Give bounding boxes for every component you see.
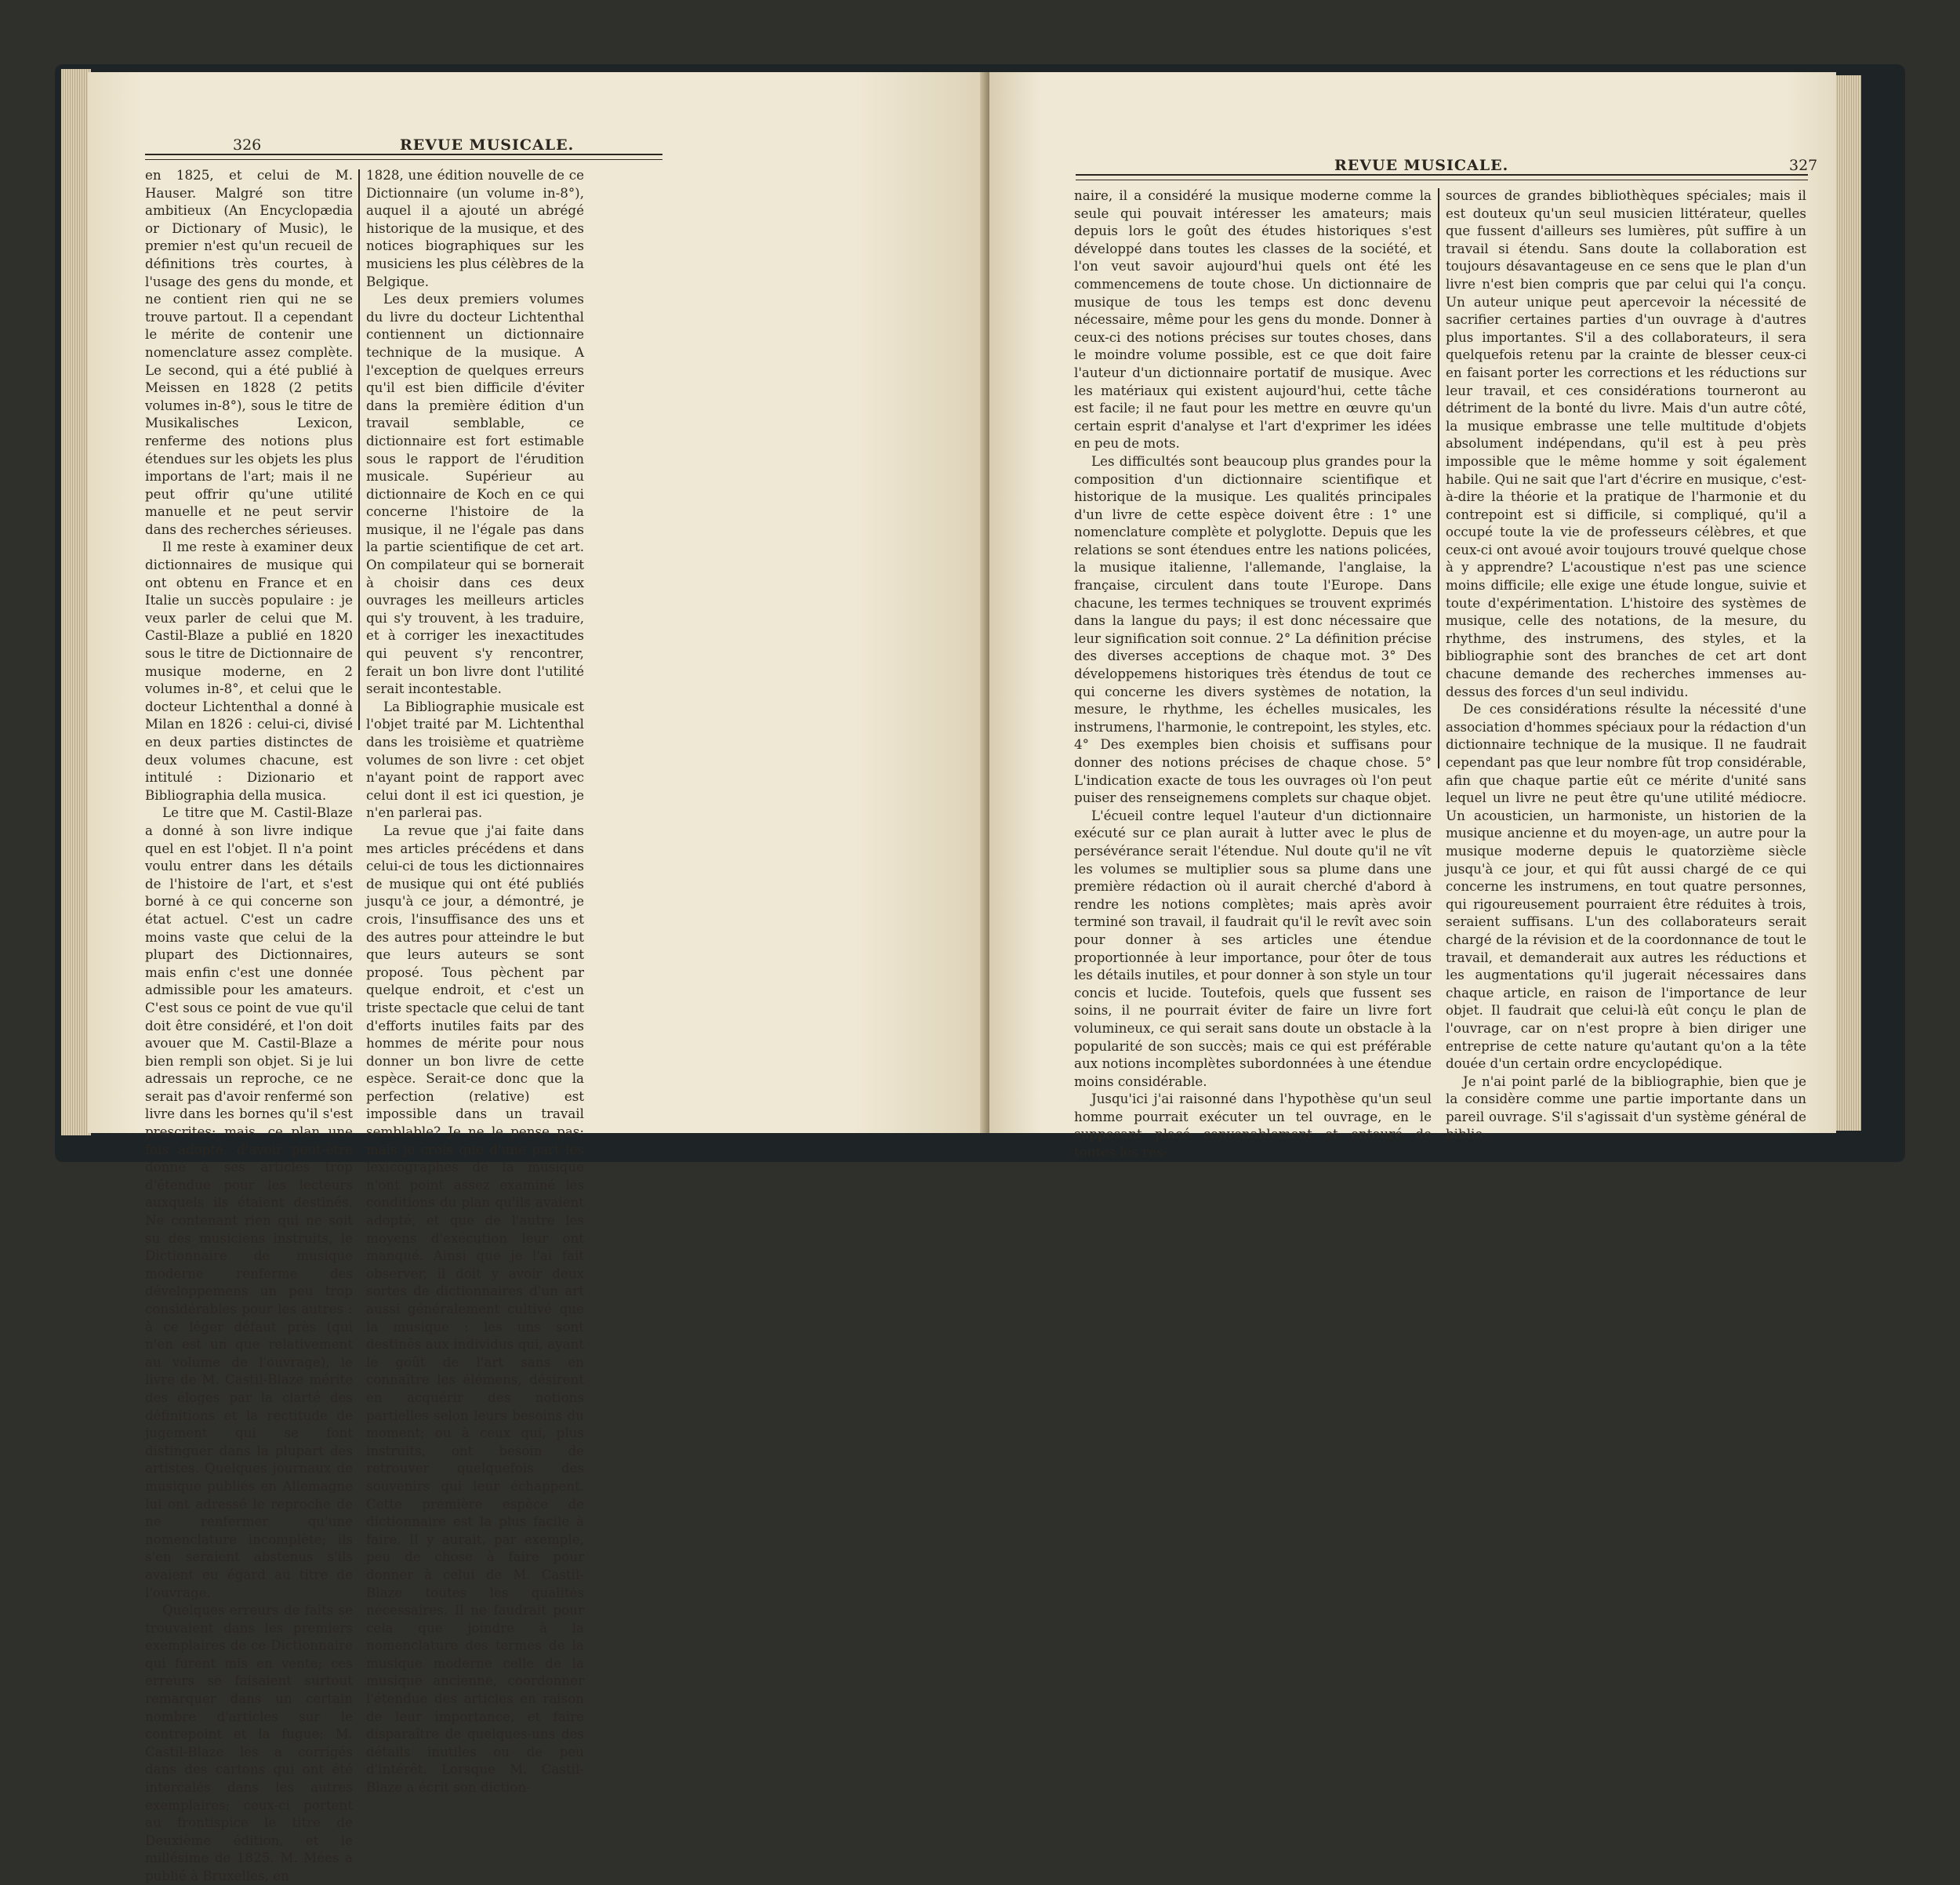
header-rule <box>1076 174 1808 180</box>
paragraph: Les deux premiers volumes du livre du docteur Lichtenthal contiennent un dictionnaire technique de la musique. A l'exception de quelques erreurs qu'il est bien difficile d'éviter dans la première édition d'un travail semblable, ce dictionnaire est fort estimable sous le rapport de l'érudition musicale. Supérieur au dictionnaire de Koch en ce qui concerne l'histoire de la musique, il ne l'égale pas dans la partie scientifique de cet art. On compilateur qui se bornerait à choisir dans ces deux ouvrages les meilleurs articles qui s'y trouvent, à les traduire, et à corriger les inexactitudes qui peuvent s'y rencontrer, ferait un bon livre dont l'utilité serait incontestable. <box>366 291 584 697</box>
paragraph: La Bibliographie musicale est l'objet traité par M. Lichtenthal dans les troisième et quatrième volumes de son livre : cet objet n'ayant point de rapport avec celui dont il est ici question, je n'en parlerai pas. <box>366 698 584 821</box>
header-rule <box>145 154 662 160</box>
page-edges-left <box>61 69 91 1135</box>
column-2 <box>366 166 584 1796</box>
paragraph: sources de grandes bibliothèques spéciales; mais il est douteux qu'un seul musicien littérateur, quelles que fussent d'ailleurs ses lumières, pût suffire à un travail si étendu. Sans doute la collaboration est toujours désavantageuse en ce sens que le plan d'un livre n'est bien compris que par celui qui l'a conçu. Un auteur unique peut apercevoir la nécessité de sacrifier certaines parties d'un ouvrage à d'autres plus importantes. S'il a des collaborateurs, il sera quelquefois retenu par la crainte de blesser ceux-ci en faisant porter les corrections et les réductions sur leur travail, et ces considérations tourneront au détriment de la bonté du livre. Mais d'un autre côté, la musique embrasse une telle multitude d'objets absolument indépendans, qu'il est à peu près impossible que le même homme y soit également habile. Qui ne sait que l'art d'écrire en musique, c'est-à-dire la théorie et la pratique de l'harmonie et du contrepoint est si difficile, si compliqué, qu'il a occupé toute la vie de professeurs célèbres, et que ceux-ci ont avoué avoir toujours trouvé quelque chose à y apprendre? L'acoustique n'est pas une science moins difficile; elle exige une étude longue, suivie et toute d'expérimentation. L'histoire des systèmes de musique, celle des notations, de la mesure, du rhythme, des instrumens, des styles, et la bibliographie sont des branches de cet art dont chacune demande des recherches immenses au-dessus des forces d'un seul individu. <box>1446 187 1806 699</box>
paragraph: Les difficultés sont beaucoup plus grandes pour la composition d'un dictionnaire scientifique et historique de la musique. Les qualités principales d'un livre de cette espèce doivent être : 1° une nomenclature complète et polyglotte. Depuis que les relations se sont étendues entre les nations policées, la musique italienne, l'allemande, l'anglaise, la française, circulent dans toute l'Europe. Dans chacune, les termes techniques se trouvent exprimés dans la langue du pays; il est donc nécessaire que leur signification soit connue. 2° La définition précise des diverses acceptions de chaque mot. 3° Des développemens historiques très étendus de tout ce qui concerne les divers systèmes de notation, la mesure, le rhythme, les échelles musicales, les instrumens, l'harmonie, le contrepoint, les styles, etc. 4° Des exemples bien choisis et suffisans pour donner des notions précises de chaque chose. 5° L'indication exacte de tous les ouvrages où l'on peut puiser des renseignemens complets sur chaque objet. <box>1074 452 1432 806</box>
page-edges-right <box>1833 75 1861 1131</box>
paragraph: naire, il a considéré la musique moderne comme la seule qui pouvait intéresser les amateurs; mais depuis lors le goût des études historiques s'est développé dans toutes les classes de la société, et l'on veut savoir aujourd'hui quels ont été les commencemens de toute chose. Un dictionnaire de musique de tous les temps est donc devenu nécessaire, même pour les gens du monde. Donner à ceux-ci des notions précises sur toutes choses, dans le moindre volume possible, est ce que doit faire l'auteur d'un dictionnaire portatif de musique. Avec les matériaux qui existent aujourd'hui, cette tâche est facile; il ne faut pour les mettre en œuvre qu'un certain esprit d'analyse et l'art d'exprimer les idées en peu de mots. <box>1074 187 1432 452</box>
paragraph: La revue que j'ai faite dans mes articles précédens et dans celui-ci de tous les dictionnaires de musique qui ont été publiés jusqu'à ce jour, a démontré, je crois, l'insuffisance des uns et des autres pour atteindre le but que leurs auteurs se sont proposé. Tous pèchent par quelque endroit, et c'est un triste spectacle que celui de tant d'efforts inutiles faits par des hommes de mérite pour nous donner un bon livre de cette espèce. Serait-ce donc que la perfection (relative) est impossible dans un travail semblable? Je ne le pense pas; mais je crois que d'une part les lexicographes de la musique n'ont point assez examiné les conditions du plan qu'ils avaient adopté, et que de l'autre les moyens d'exécution leur ont manqué. Ainsi que je l'ai fait observer, il doit y avoir deux sortes de dictionnaires d'un art aussi généralement cultivé que la musique : les uns sont destinés aux individus qui, ayant le goût de l'art sans en connaître les élémens, désirent en acquérir des notions partielles selon leurs besoins du moment; ou à ceux qui, plus instruits, ont besoin de retrouver quelquefois des souvenirs qui leur échappent. Cette première espèce de dictionnaire est la plus facile à faire. Il y aurait, par exemple, peu de chose à faire pour donner à celui de M. Castil-Blaze toutes les qualités nécessaires. Il ne faudrait pour cela que joindre à la nomenclature des termes de la musique moderne celle de la musique ancienne, coordonner l'étendue des articles en raison de leur importance, et faire disparaître de quelques-uns des détails inutiles ou de peu d'intérêt. Lorsque M. Castil-Blaze a écrit son diction- <box>366 822 584 1796</box>
column-1 <box>145 166 353 1885</box>
paragraph: Je n'ai point parlé de la bibliographie, bien que je la considère comme une partie importante dans un pareil ouvrage. S'il s'agissait d'un système général de biblio- <box>1446 1073 1806 1142</box>
column-1 <box>1074 187 1432 1161</box>
right-page <box>989 72 1836 1160</box>
paragraph: L'écueil contre lequel l'auteur d'un dictionnaire exécuté sur ce plan aurait à lutter avec le plus de persévérance serait l'étendue. Nul doute qu'il ne vît les volumes se multiplier sous sa plume dans une première rédaction où il aurait cherché d'abord à rendre les notions complètes; mais après avoir terminé son travail, il faudrait qu'il le revît avec soin pour donner à ses articles une étendue proportionnée à leur importance, pour ôter de tous les détails inutiles, et pour donner à son style un tour concis et lucide. Toutefois, quels que fussent ses soins, il ne pourrait éviter de faire un livre fort volumineux, ce qui serait sans doute un obstacle à la popularité de son succès; mais ce qui est préférable aux notions incomplètes subordonnées à une étendue moins considérable. <box>1074 807 1432 1089</box>
column-2 <box>1446 187 1806 1143</box>
paragraph: Il me reste à examiner deux dictionnaires de musique qui ont obtenu en France et en Italie un succès populaire : je veux parler de celui que M. Castil-Blaze a publié en 1820 sous le titre de Dictionnaire de musique moderne, en 2 volumes in-8°, et celui que le docteur Lichtenthal a donné à Milan en 1826 : celui-ci, divisé en deux parties distinctes de deux volumes chacune, est intitulé : Dizionario et Bibliographia della musica. <box>145 539 353 803</box>
page-number: 326 <box>233 136 262 154</box>
paragraph: 1828, une édition nouvelle de ce Dictionnaire (un volume in-8°), auquel il a ajouté un abrégé historique de la musique, et des notices biographiques sur les musiciens les plus célèbres de la Belgique. <box>366 167 584 289</box>
running-head: REVUE MUSICALE. <box>400 136 575 154</box>
running-head: REVUE MUSICALE. <box>1334 157 1509 174</box>
paragraph: De ces considérations résulte la nécessité d'une association d'hommes spéciaux pour la rédaction d'un dictionnaire technique de la musique. Il ne faudrait cependant pas que leur nombre fût trop considérable, afin que chaque partie eût ce mérite d'unité sans lequel un livre ne peut être qu'une utilité médiocre. Un acousticien, un harmoniste, un historien de la musique ancienne et du moyen-age, un autre pour la musique moderne depuis le quatorzième siècle jusqu'à ce jour, et qui fût aussi chargé de ce qui concerne les instrumens, en tout quatre personnes, qui rigoureusement pourraient être réduites à trois, seraient suffisans. L'un des collaborateurs serait chargé de la révision et de la coordonnance de tout le travail, et demanderait aux autres les réductions et les augmentations qu'il jugerait nécessaires dans chaque article, en raison de l'importance de leur objet. Il faudrait que celui-là eût conçu le plan de l'ouvrage, car on n'est propre à bien diriger une entreprise de cette nature qu'autant qu'on a la tête douée d'un certain ordre encyclopédique. <box>1446 701 1806 1072</box>
paragraph: en 1825, et celui de M. Hauser. Malgré son titre ambitieux (An Encyclopædia or Dictionary of Music), le premier n'est qu'un recueil de définitions très courtes, à l'usage des gens du monde, et ne contient rien qui ne se trouve partout. Il a cependant le mérite de contenir une nomenclature assez complète. Le second, qui a été publié à Meissen en 1828 (2 petits volumes in-8°), sous le titre de Musikalisches Lexicon, renferme des notions plus étendues sur les objets les plus importans de l'art; mais il ne peut offrir qu'une utilité manuelle et ne peut servir dans des recherches sérieuses. <box>145 167 353 537</box>
column-divider <box>1438 188 1439 768</box>
page-number: 327 <box>1789 157 1818 174</box>
paragraph: Le titre que M. Castil-Blaze a donné à son livre indique quel en est l'objet. Il n'a point voulu entrer dans les détails de l'histoire de l'art, et s'est borné à ce qui concerne son état actuel. C'est un cadre moins vaste que celui de la plupart des Dictionnaires, mais enfin c'est une donnée admissible pour les amateurs. C'est sous ce point de vue qu'il doit être considéré, et l'on doit avouer que M. Castil-Blaze a bien rempli son objet. Si je lui adressais un reproche, ce ne serait pas d'avoir renfermé son livre dans les bornes qu'il s'est prescrites; mais, ce plan une fois adopté, d'avoir peut-être donné à ses articles trop d'étendue pour les lecteurs auxquels ils étaient destinés. Ne contenant rien qui ne soit su des musiciens instruits, le Dictionnaire de musique moderne renferme des développemens un peu trop considérables pour les autres : à ce léger défaut près (qui n'en est un que relativement au volume de l'ouvrage), le livre de M. Castil-Blaze mérite des éloges par la clarté des définitions et la rectitude de jugement qui se font distinguer dans la plupart des artistes. Quelques journaux de musique publiés en Allemagne lui ont adressé le reproche de ne renfermer qu'une nomenclature incomplète; ils s'en seraient abstenus s'ils avaient eu égard au titre de l'ouvrage. <box>145 804 353 1600</box>
left-page <box>88 72 988 1883</box>
paragraph: Jusqu'ici j'ai raisonné dans l'hypothèse qu'un seul homme pourrait exécuter un tel ouvrage, en le supposant placé convenablement et entouré de toutes les res- <box>1074 1091 1432 1160</box>
paragraph: Quelques erreurs de faits se trouvaient dans les premiers exemplaires de ce Dictionnaire qui furent mis en vente; ces erreurs se faisaient surtout remarquer dans un certain nombre d'articles sur le contrepoint et la fugue; M. Castil-Blaze les a corrigés dans des cartons qui ont été intercalés dans les autres exemplaires; ceux-ci portent au frontispice le titre de Deuxième édition, et le millésime de 1825. M. Mées a publié à Bruxelles, en <box>145 1602 353 1883</box>
column-divider <box>358 169 360 730</box>
